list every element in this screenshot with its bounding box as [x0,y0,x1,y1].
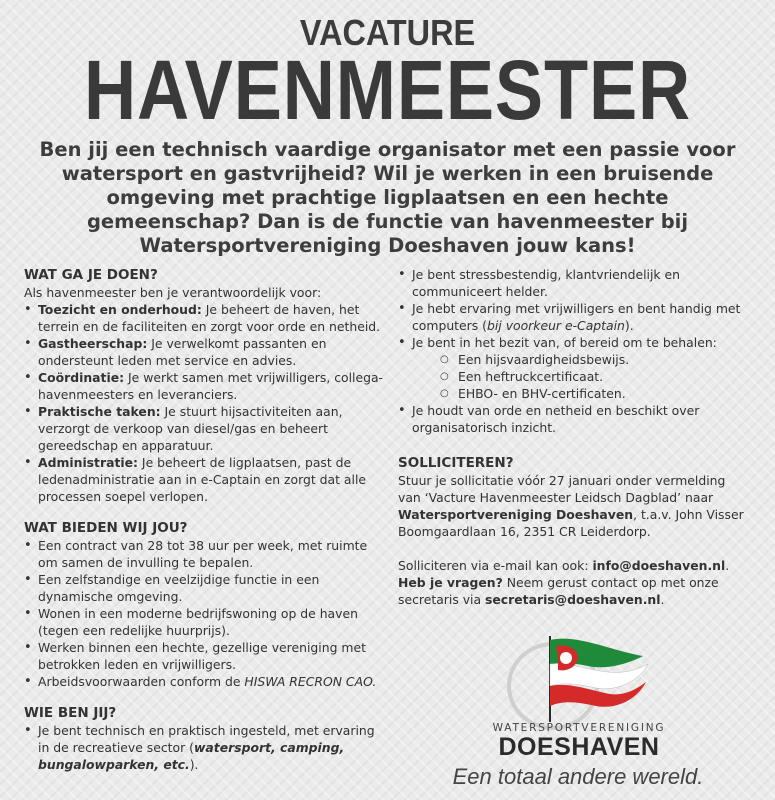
apply-email: Solliciteren via e-mail kan ook: info@doeshaven.nl. [398,558,730,573]
section-lead: Als havenmeester ben je verantwoordelijk voor: [24,285,322,300]
section-heading: SOLLICITEREN? [398,455,514,471]
list-item: • Een contract van 28 tot 38 uur per week, met ruimte om samen de invulling te bepalen. [24,537,384,571]
contact-info: Heb je vragen? Neem gerust contact op met onze secretaris via secretaris@doeshaven.nl. [398,575,719,607]
list-item: • Je hebt ervaring met vrijwilligers en bent handig met computers (bij voorkeur e-Captain). [398,300,748,334]
section-wat-ga-je-doen [24,266,384,505]
list-item: • Gastheerschap: Je verwelkomt passanten en ondersteunt leden met service en advies. [24,335,384,369]
list-item: • Werken binnen een hechte, gezellige vereniging met betrokken leden en vrijwilligers. [24,639,384,673]
secretary-email-link[interactable]: secretaris@doeshaven.nl [485,592,661,607]
page-title: HAVENMEESTER [83,43,692,137]
section-wat-bieden-wij [24,519,384,690]
section-heading: WAT GA JE DOEN? [24,267,158,283]
left-column [24,266,384,787]
logo-wordmark [472,722,686,760]
list-item: • Coördinatie: Je werkt samen met vrijwilligers, collega-havenmeesters en leveranciers. [24,369,384,403]
apply-instructions: Stuur je sollicitatie vóór 27 januari onder vermelding van ‘Vacture Havenmeester Leidsch Dagblad’ naar Watersportvereniging Doeshaven, t.a.v. John Visser Boomgaardlaan 16, 2351 CR Leiderdorp. [398,473,744,539]
section-heading: WIE BEN JIJ? [24,705,117,721]
list-item: • Administratie: Je beheert de ligplaatsen, past de ledenadministratie aan in e-Captain en zorgt dat alle processen soepel verlopen. [24,454,384,505]
list-item: • Je bent in het bezit van, of bereid om te behalen: [398,334,748,351]
email-link[interactable]: info@doeshaven.nl [592,558,726,573]
list-item: • Praktische taken: Je stuurt hijsactiviteiten aan, verzorgt de verkoop van diesel/gas en beheert gereedschap en apparatuur. [24,403,384,454]
list-item: • Arbeidsvoorwaarden conform de HISWA RECRON CAO. [24,673,384,690]
list-item: • Een zelfstandige en veelzijdige functie in een dynamische omgeving. [24,571,384,605]
section-solliciteren [398,454,748,608]
sub-list-item: ○ Een heftruckcertificaat. [398,368,748,385]
logo-subtitle: WATERSPORTVERENIGING [492,722,666,734]
list-item: • Je bent stressbestendig, klantvriendelijk en communiceert helder. [398,266,748,300]
tagline: Een totaal andere wereld. [452,764,704,789]
sub-list-item: ○ Een hijsvaardigheidsbewijs. [398,351,748,368]
list-item: • Wonen in een moderne bedrijfswoning op de haven (tegen een redelijke huurprijs). [24,605,384,639]
list-item: • Je houdt van orde en netheid en beschikt over organisatorisch inzicht. [398,402,748,436]
list-item: • Toezicht en onderhoud: Je beheert de haven, het terrein en de faciliteiten en zorgt voor orde en netheid. [24,301,384,335]
section-wie-ben-jij-continued [398,266,748,436]
section-wie-ben-jij [24,704,384,773]
kicker: VACATURE [299,12,476,53]
list-item: • Je bent technisch en praktisch ingesteld, met ervaring in de recreatieve sector (watersport, camping, bungalowparken, etc.). [24,722,384,773]
logo-name: DOESHAVEN [498,733,660,761]
section-heading: WAT BIEDEN WIJ JOU? [24,520,188,536]
intro-text: Ben jij een technisch vaardige organisator met een passie voor watersport en gastvrijheid? Wil je werken in een bruisende omgeving met prachtige ligplaatsen en een hechte gemeenschap? Dan is de functie van havenmeester bij Watersportvereniging Doeshaven jouw kans! [39,138,736,257]
right-column [398,266,748,622]
sub-list-item: ○ EHBO- en BHV-certificaten. [398,385,748,402]
